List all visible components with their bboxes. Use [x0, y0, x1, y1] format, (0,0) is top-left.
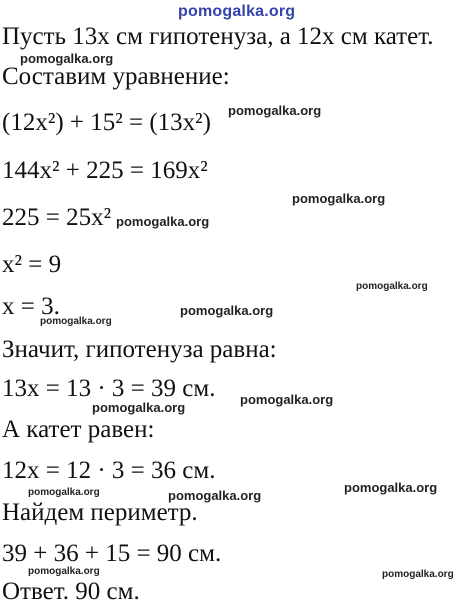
- watermark: pomogalka.org: [168, 488, 262, 503]
- solution-line-4: 144x² + 225 = 169x²: [2, 157, 208, 184]
- solution-line-13: 39 + 36 + 15 = 90 см.: [2, 540, 222, 567]
- solution-line-14: Ответ. 90 см.: [2, 578, 140, 605]
- solution-line-8: Значит, гипотенуза равна:: [2, 336, 277, 363]
- watermark: pomogalka.org: [240, 392, 334, 407]
- solution-line-6: x² = 9: [2, 251, 62, 278]
- site-watermark-top: pomogalka.org: [178, 3, 296, 20]
- watermark: pomogalka.org: [28, 566, 100, 577]
- watermark: pomogalka.org: [116, 214, 210, 229]
- watermark: pomogalka.org: [92, 400, 186, 415]
- solution-line-7: x = 3.: [2, 293, 60, 320]
- solution-line-2: Составим уравнение:: [2, 63, 230, 90]
- solution-line-10: А катет равен:: [2, 416, 155, 443]
- watermark: pomogalka.org: [28, 487, 100, 498]
- solution-line-11: 12x = 12 · 3 = 36 см.: [2, 457, 216, 484]
- watermark: pomogalka.org: [344, 480, 438, 495]
- watermark: pomogalka.org: [356, 281, 428, 292]
- watermark: pomogalka.org: [40, 316, 112, 327]
- solution-line-5: 225 = 25x²: [2, 204, 112, 231]
- watermark: pomogalka.org: [180, 303, 274, 318]
- watermark: pomogalka.org: [20, 51, 114, 66]
- watermark: pomogalka.org: [382, 569, 454, 580]
- solution-line-3: (12x²) + 15² = (13x²): [2, 109, 211, 136]
- solution-line-12: Найдем периметр.: [2, 499, 198, 526]
- solution-line-9: 13x = 13 · 3 = 39 см.: [2, 375, 216, 402]
- watermark: pomogalka.org: [292, 191, 386, 206]
- watermark: pomogalka.org: [228, 103, 322, 118]
- solution-line-1: Пусть 13x см гипотенуза, а 12x см катет.: [2, 23, 434, 50]
